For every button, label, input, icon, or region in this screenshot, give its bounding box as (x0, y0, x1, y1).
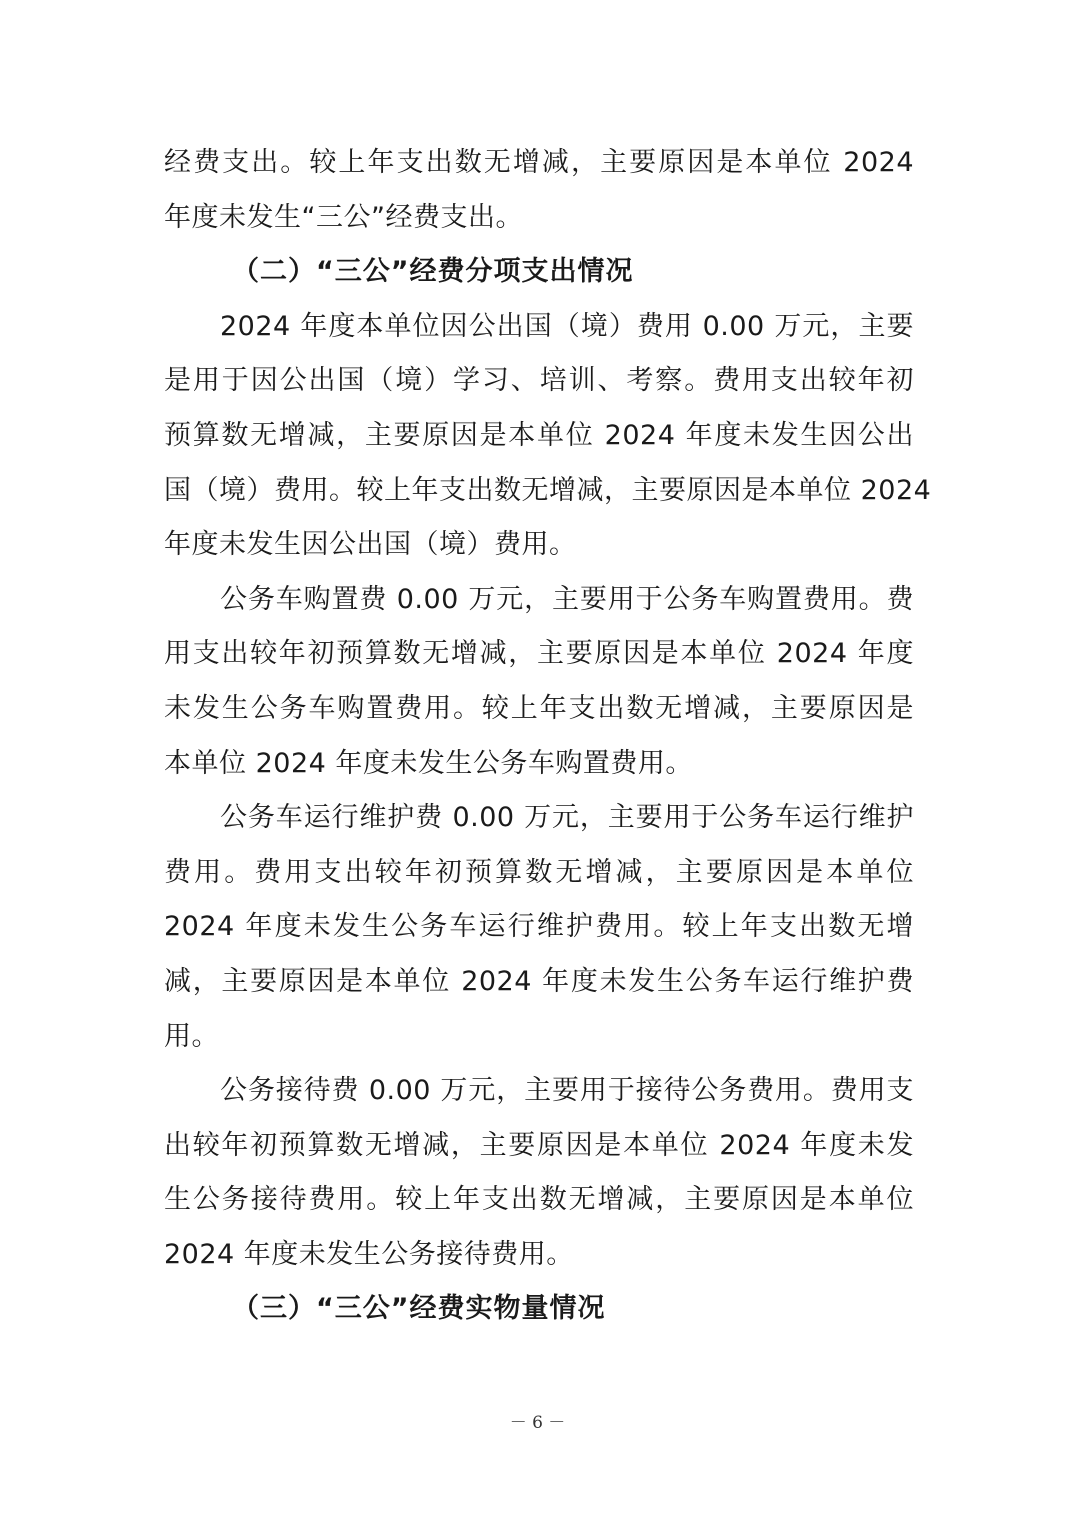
body-line: 是用于因公出国（境）学习、培训、考察。费用支出较年初 (164, 365, 914, 397)
paragraph-first-line: 公务车购置费 0.00 万元，主要用于公务车购置费用。费 (220, 583, 914, 615)
body-line: 2024 年度未发生公务车运行维护费用。较上年支出数无增 (164, 911, 914, 943)
page-number: － 6 － (509, 1413, 566, 1433)
paragraph-first-line: 公务车运行维护费 0.00 万元，主要用于公务车运行维护 (220, 802, 914, 834)
body-line: 未发生公务车购置费用。较上年支出数无增减，主要原因是 (164, 692, 914, 724)
body-line: 生公务接待费用。较上年支出数无增减，主要原因是本单位 (164, 1184, 914, 1216)
body-line: 出较年初预算数无增减，主要原因是本单位 2024 年度未发 (164, 1129, 914, 1161)
body-line: 用。 (164, 1020, 219, 1052)
body-line: 预算数无增减，主要原因是本单位 2024 年度未发生因公出 (164, 419, 914, 451)
body-line: 国（境）费用。较上年支出数无增减，主要原因是本单位 2024 (164, 474, 932, 506)
section-heading: （二）“三公”经费分项支出情况 (232, 256, 634, 288)
body-line: 年度未发生因公出国（境）费用。 (164, 529, 577, 561)
body-line: 费用。费用支出较年初预算数无增减，主要原因是本单位 (164, 856, 914, 888)
body-line: 经费支出。较上年支出数无增减，主要原因是本单位 2024 (164, 147, 914, 178)
section-heading: （三）“三公”经费实物量情况 (232, 1293, 606, 1325)
paragraph-first-line: 2024 年度本单位因公出国（境）费用 0.00 万元，主要 (220, 310, 914, 342)
body-line: 年度未发生“三公”经费支出。 (164, 201, 523, 233)
body-line: 本单位 2024 年度未发生公务车购置费用。 (164, 747, 693, 779)
body-line: 用支出较年初预算数无增减，主要原因是本单位 2024 年度 (164, 638, 914, 670)
paragraph-first-line: 公务接待费 0.00 万元，主要用于接待公务费用。费用支 (220, 1075, 914, 1107)
body-line: 2024 年度未发生公务接待费用。 (164, 1238, 574, 1270)
document-body (164, 136, 932, 1337)
body-line: 减，主要原因是本单位 2024 年度未发生公务车运行维护费 (164, 965, 914, 997)
